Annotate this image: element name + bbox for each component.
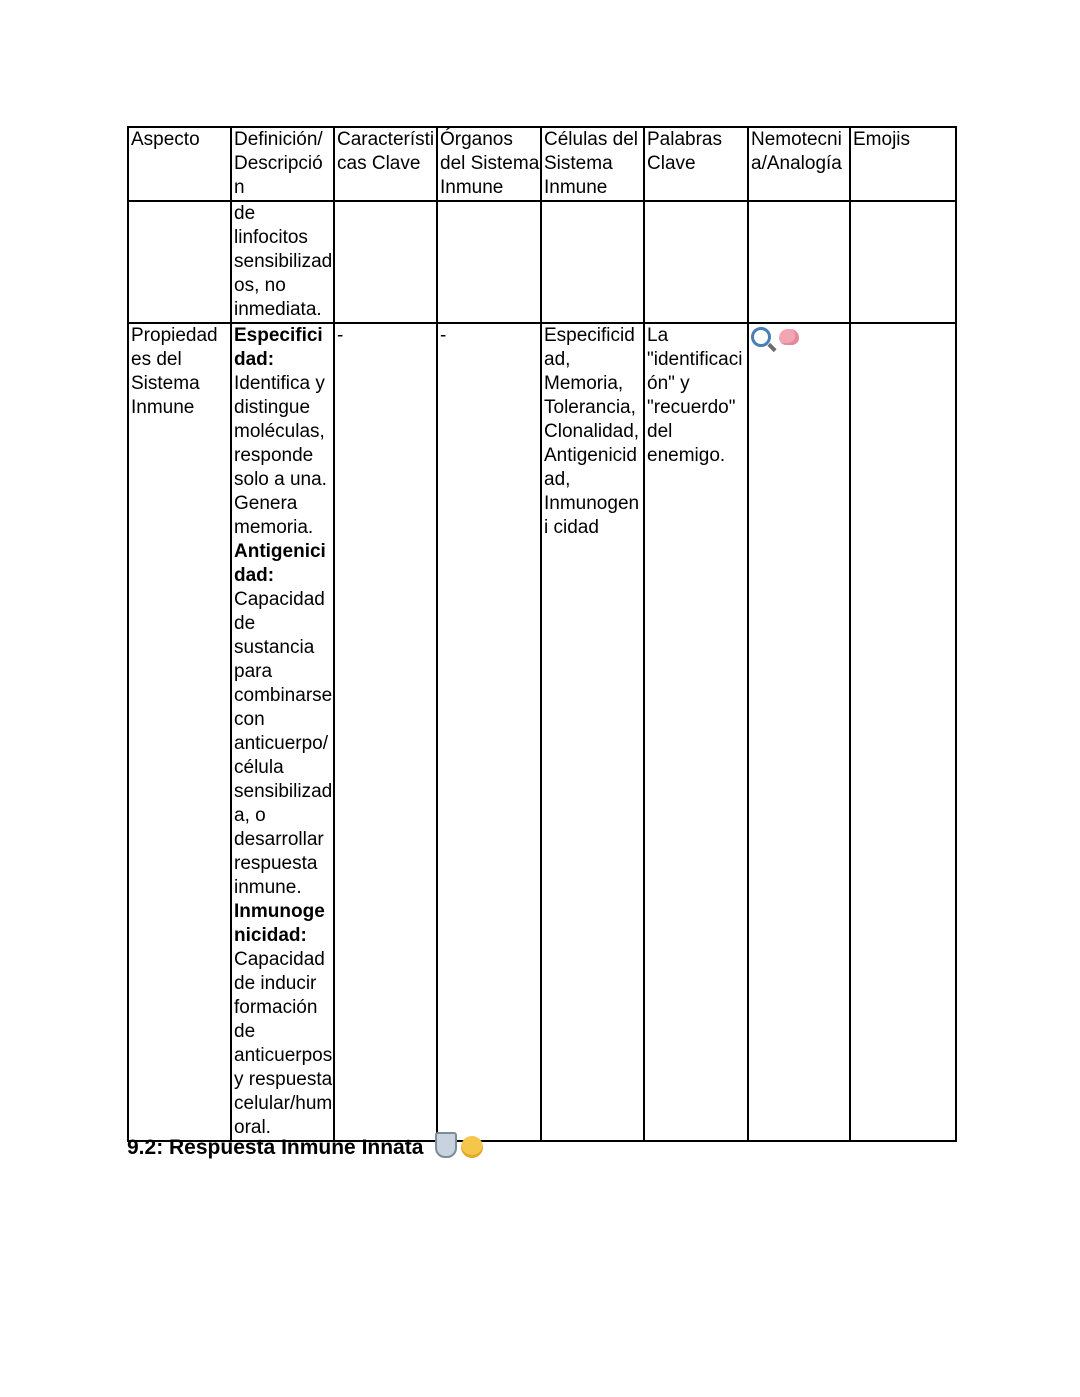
- header-celulas: Células del Sistema Inmune: [541, 127, 644, 201]
- especificidad-label: Especifici dad:: [234, 325, 323, 370]
- magnifying-glass-icon: [751, 327, 771, 347]
- baby-icon: [461, 1136, 483, 1158]
- header-organos: Órganos del Sistema Inmune: [437, 127, 541, 201]
- cell-empty: [644, 201, 748, 323]
- cell-palabras-clave: La "identificaci ón" y "recuerdo" del enemigo.: [644, 323, 748, 1141]
- cell-organos: -: [437, 323, 541, 1141]
- immune-system-table: [127, 126, 957, 1142]
- cell-empty: [748, 201, 850, 323]
- cell-definicion-propiedades: [231, 323, 334, 1141]
- cell-empty: [850, 201, 956, 323]
- cell-celulas: Especificid ad, Memoria, Tolerancia, Clonalidad, Antigenicid ad, Inmunogeni cidad: [541, 323, 644, 1141]
- header-caracteristicas: Característi cas Clave: [334, 127, 437, 201]
- cell-empty: [541, 201, 644, 323]
- table-row: [128, 201, 956, 323]
- cell-aspecto-empty: [128, 201, 231, 323]
- cell-nemotecnia: [748, 323, 850, 1141]
- section-heading: [127, 1132, 483, 1162]
- header-nemotecnia: Nemotecni a/Analogía: [748, 127, 850, 201]
- section-heading-text: 9.2: Respuesta Inmune Innata: [127, 1136, 424, 1159]
- brain-icon: [779, 329, 799, 345]
- cell-aspecto-propiedades: Propiedad es del Sistema Inmune: [128, 323, 231, 1141]
- inmunogenicidad-label: Inmunoge nicidad:: [234, 901, 325, 946]
- header-emojis: Emojis: [850, 127, 956, 201]
- header-palabras-clave: Palabras Clave: [644, 127, 748, 201]
- cell-emojis: [850, 323, 956, 1141]
- inmunogenicidad-text: Capacidad de inducir formación de anticuerpos y respuesta celular/hum oral.: [234, 949, 333, 1138]
- cell-caracteristicas: -: [334, 323, 437, 1141]
- antigenicidad-label: Antigenici dad:: [234, 541, 326, 586]
- table-header-row: [128, 127, 956, 201]
- header-definicion: Definición/ Descripción: [231, 127, 334, 201]
- cell-definicion-continuation: de linfocitos sensibilizad os, no inmediata.: [231, 201, 334, 323]
- especificidad-text: Identifica y distingue moléculas, responde solo a una. Genera memoria.: [234, 373, 327, 538]
- table-row: [128, 323, 956, 1141]
- header-aspecto: Aspecto: [128, 127, 231, 201]
- cell-empty: [334, 201, 437, 323]
- cell-empty: [437, 201, 541, 323]
- antigenicidad-text: Capacidad de sustancia para combinarse con anticuerpo/ célula sensibilizad a, o desarrollar respuesta inmune.: [234, 589, 333, 898]
- shield-icon: [435, 1132, 457, 1158]
